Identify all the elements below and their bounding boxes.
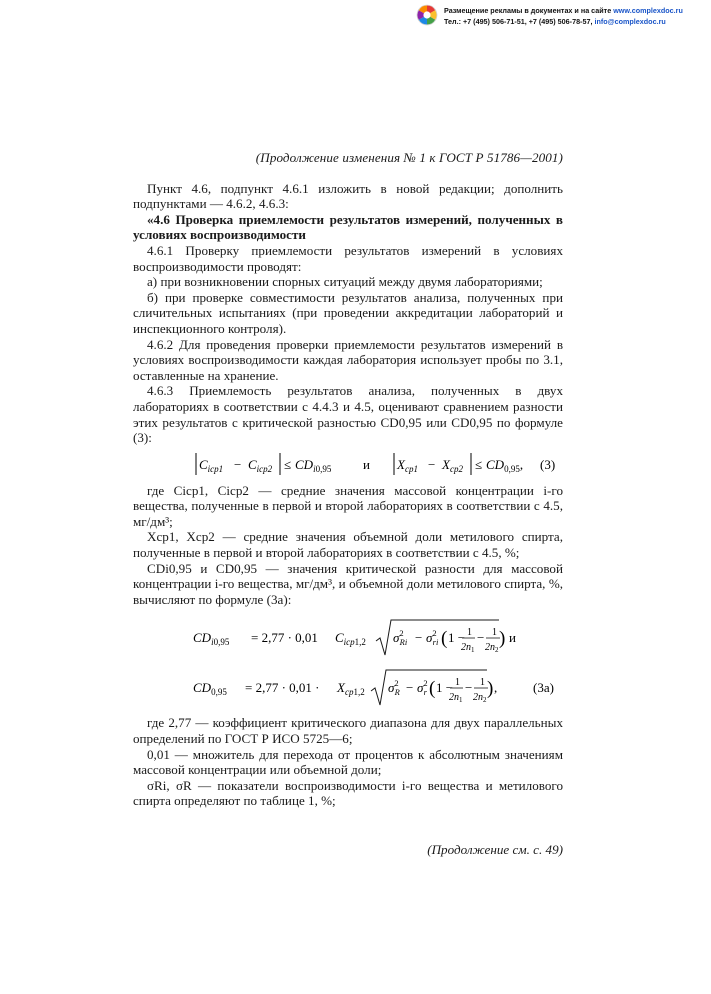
formula-3-number: (3) — [540, 456, 556, 472]
svg-text:≤: ≤ — [475, 456, 483, 472]
svg-text:(: ( — [441, 628, 448, 650]
paragraph-4-6-1: 4.6.1 Проверку приемлемости результатов измерений в условиях воспроизводимости проводят: — [133, 242, 563, 274]
svg-text:(: ( — [429, 678, 436, 700]
formula-3a-line-2 — [133, 667, 563, 711]
svg-text:CDi0,95: $CD_i0,95$ — [193, 630, 230, 648]
continuation-footer: (Продолжение см. с. 49) — [427, 842, 563, 857]
where-paragraph-6: σRi, σR — показатели воспроизводимости i-го вещества и метилового спирта определяют по таблице 1, %; — [133, 777, 563, 809]
svg-text:σ2ri: $\sigma^2$ ri — [426, 628, 439, 648]
ad-line2: Тел.: +7 (495) 506-71-51, +7 (495) 506-78-57, — [444, 17, 595, 26]
svg-text:Xcp1,2: $X_{cp}1,2$ — [337, 680, 365, 698]
svg-text:−: − — [477, 630, 485, 646]
svg-text:Xcp2: $X_{cp2}$ — [442, 456, 463, 474]
svg-text:CDi0,95: $CD_i0,95$ — [295, 456, 332, 474]
svg-text:2n1: $2n_1$ — [449, 692, 463, 705]
svg-text:1: 1 — [480, 677, 485, 689]
ad-text — [444, 5, 683, 27]
svg-text:,: , — [494, 680, 498, 696]
formula-3 — [133, 450, 563, 480]
svg-text:1: 1 — [492, 627, 497, 639]
svg-text:−: − — [415, 630, 423, 646]
section-title: «4.6 Проверка приемлемости результатов измерений, полученных в условиях воспроизводимости — [133, 211, 563, 243]
ad-line1: Размещение рекламы в документах и на сайте — [444, 6, 614, 15]
continuation-header: (Продолжение изменения № 1 к ГОСТ Р 51786—2001) — [255, 150, 563, 165]
svg-text:≤: ≤ — [284, 456, 292, 472]
svg-text:): ) — [499, 628, 506, 650]
svg-text:2n2: $2n_2$ — [473, 692, 487, 705]
where-paragraph-1: где Cicp1, Cicp2 — средние значения массовой концентрации i-го вещества, полученные в первой и второй лабораториях в соответствии с 4.5, мг/дм³; — [133, 482, 563, 529]
svg-text:σ2r: $\sigma^2$ r — [417, 678, 428, 698]
where-paragraph-4: где 2,77 — коэффициент критического диапазона для двух параллельных определений по ГОСТ Р ИСО 5725—6; — [133, 715, 563, 747]
formula-3-and: и — [363, 456, 370, 472]
where-paragraph-5: 0,01 — множитель для перехода от процентов к абсолютным значениям массовой концентрации или объемной доли; — [133, 746, 563, 778]
where-paragraph-2: Xcp1, Xcp2 — средние значения объемной доли метилового спирта, полученные в первой и второй лабораториях в соответствии с 4.5, %; — [133, 529, 563, 561]
formula-3a-and: и — [509, 630, 516, 646]
svg-text:= 2,77 · 0,01 ·: = 2,77 · 0,01 · — [245, 680, 320, 696]
where-paragraph-3: CDi0,95 и CD0,95 — значения критической разности для массовой концентрации i-го вещества, мг/дм³, и объемной доли метилового спирта, %, вычисляют по формуле (3а): — [133, 560, 563, 607]
paragraph-4-6-3: 4.6.3 Приемлемость результатов анализа, полученных в двух лабораториях в соответствии с 4.4.3 и 4.5, оценивают сравнением разности этих результатов с критической разностью CD0,95 или CD0,95 по формуле (3): — [133, 383, 563, 446]
svg-text:Cicp2: $C_{icp2}$ — [248, 456, 273, 474]
list-item-a: а) при возникновении спорных ситуаций между двумя лабораториями; — [147, 274, 543, 290]
svg-text:−: − — [406, 680, 414, 696]
svg-text:σ2R: $\sigma^2$ R — [388, 678, 400, 698]
ad-banner — [416, 4, 708, 30]
svg-text:−: − — [234, 456, 242, 472]
list-item-b: б) при проверке совместимости результатов анализа, полученных при сличительных испытаниях (при проведении аккредитации лабораторий и инспекционного контроля). — [133, 289, 563, 336]
paragraph-4-6-2: 4.6.2 Для проведения проверки приемлемости результатов измерений в условиях воспроизводимости каждая лаборатория использует пробы по 3.1, оставленные на хранение. — [133, 336, 563, 383]
complexdoc-logo-icon — [416, 4, 438, 26]
svg-text:1 −: 1 − — [448, 630, 466, 646]
svg-text:2n1: $2n_1$ — [461, 642, 475, 655]
svg-text:Xcp1: $X_{cp1}$ — [397, 456, 418, 474]
ad-email-link[interactable]: info@complexdoc.ru — [594, 17, 666, 26]
ad-site-link[interactable]: www.complexdoc.ru — [613, 6, 683, 15]
svg-text:−: − — [465, 680, 473, 696]
svg-text:−: − — [428, 456, 436, 472]
svg-text:1: 1 — [455, 677, 460, 689]
svg-text:CD0,95: $CD_{0,95}$ — [193, 680, 227, 698]
svg-text:CD0,95,: $CD_{0,95}$, — [486, 456, 524, 474]
svg-text:= 2,77 · 0,01: = 2,77 · 0,01 — [251, 630, 318, 646]
svg-text:): ) — [487, 678, 494, 700]
svg-text:2n2: $2n_2$ — [485, 642, 499, 655]
formula-3a-line-1 — [133, 617, 563, 661]
svg-text:Cicp1,2: $C_{icp}1,2$ — [335, 630, 366, 648]
svg-text:1 −: 1 − — [436, 680, 454, 696]
formula-3a-number: (3а) — [533, 680, 554, 696]
svg-text:1: 1 — [467, 627, 472, 639]
svg-text:σ2Ri: $\sigma^2$ Ri — [393, 628, 408, 648]
svg-text:Cicp1: $C_{icp1}$ — [199, 456, 224, 474]
document-page — [133, 150, 563, 858]
intro-paragraph: Пункт 4.6, подпункт 4.6.1 изложить в новой редакции; дополнить подпунктами — 4.6.2, 4.6.3: — [133, 180, 563, 212]
